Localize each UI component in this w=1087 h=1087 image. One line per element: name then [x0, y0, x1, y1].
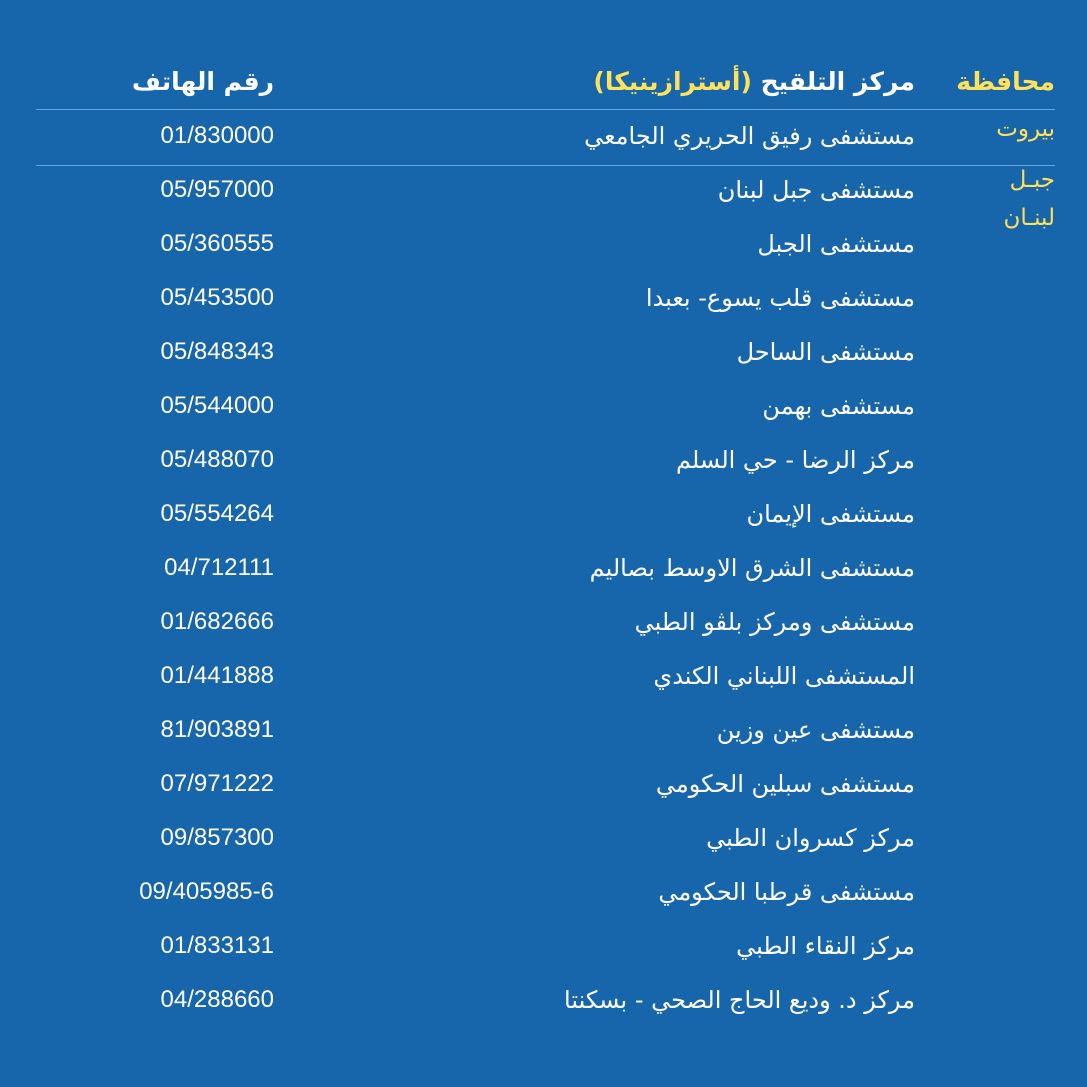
center-name: مستشفى الساحل	[736, 338, 915, 366]
header-governorate: محافظة	[956, 67, 1055, 96]
table-row	[0, 494, 1087, 534]
governorate-beirut: بيروت	[996, 116, 1055, 142]
table-row	[0, 116, 1087, 156]
group-divider	[36, 165, 1055, 166]
center-name: مركز النقاء الطبي	[736, 932, 915, 960]
center-name: مستشفى جبل لبنان	[717, 176, 915, 204]
center-name: مستشفى الجبل	[757, 230, 915, 258]
governorate-line-2: لبنـان	[1003, 205, 1055, 231]
center-name: المستشفى اللبناني الكندي	[653, 662, 915, 690]
center-name: مستشفى سبلين الحكومي	[655, 770, 915, 798]
center-name: مستشفى عين وزين	[716, 716, 915, 744]
header-phone-number: رقم الهاتف	[131, 67, 274, 96]
center-name: مستشفى ومركز بلڤو الطبي	[634, 608, 915, 636]
center-name: مركز د. وديع الحاج الصحي - بسكنتا	[564, 986, 915, 1014]
header-vaccination-center	[593, 62, 915, 102]
center-name: مستشفى قلب يسوع- بعبدا	[645, 284, 915, 312]
phone-number: 09/857300	[160, 824, 274, 851]
header-divider	[36, 109, 1055, 110]
table-row	[0, 980, 1087, 1020]
phone-number: 05/544000	[160, 392, 274, 419]
phone-number: 05/848343	[160, 338, 274, 365]
phone-number: 81/903891	[160, 716, 274, 743]
governorate-line-1: جبـل	[1009, 167, 1055, 193]
table-row	[0, 710, 1087, 750]
phone-number: 05/957000	[160, 176, 274, 203]
center-name: مركز كسروان الطبي	[706, 824, 915, 852]
center-name: مستشفى قرطبا الحكومي	[658, 878, 915, 906]
table-row	[0, 818, 1087, 858]
table-row	[0, 224, 1087, 264]
center-name: مركز الرضا - حي السلم	[675, 446, 915, 474]
table-row	[0, 926, 1087, 966]
phone-number: 01/830000	[160, 122, 274, 149]
phone-number: 01/682666	[160, 608, 274, 635]
phone-number: 05/453500	[160, 284, 274, 311]
center-name: مستشفى الشرق الاوسط بصاليم	[589, 554, 915, 582]
phone-number: 01/833131	[160, 932, 274, 959]
table-row	[0, 278, 1087, 318]
center-name: مستشفى رفيق الحريري الجامعي	[584, 122, 915, 150]
phone-number: 04/712111	[164, 554, 274, 581]
table-row	[0, 656, 1087, 696]
phone-number: 01/441888	[160, 662, 274, 689]
center-name: مستشفى الإيمان	[746, 500, 915, 528]
table-row	[0, 764, 1087, 804]
phone-number: 05/488070	[160, 446, 274, 473]
phone-number: 05/360555	[160, 230, 274, 257]
table-row	[0, 332, 1087, 372]
table-row	[0, 548, 1087, 588]
table-row	[0, 872, 1087, 912]
phone-number: 05/554264	[160, 500, 274, 527]
center-name: مستشفى بهمن	[762, 392, 915, 420]
phone-number: 07/971222	[160, 770, 274, 797]
header-vaccine-name: (أسترازينيكا)	[593, 67, 752, 96]
table-row	[0, 170, 1087, 210]
table-row	[0, 440, 1087, 480]
table-row	[0, 386, 1087, 426]
header-center-label: مركز التلقيح	[751, 67, 915, 96]
phone-number: 04/288660	[160, 986, 274, 1013]
phone-number: 09/405985-6	[139, 878, 274, 905]
table-row	[0, 602, 1087, 642]
